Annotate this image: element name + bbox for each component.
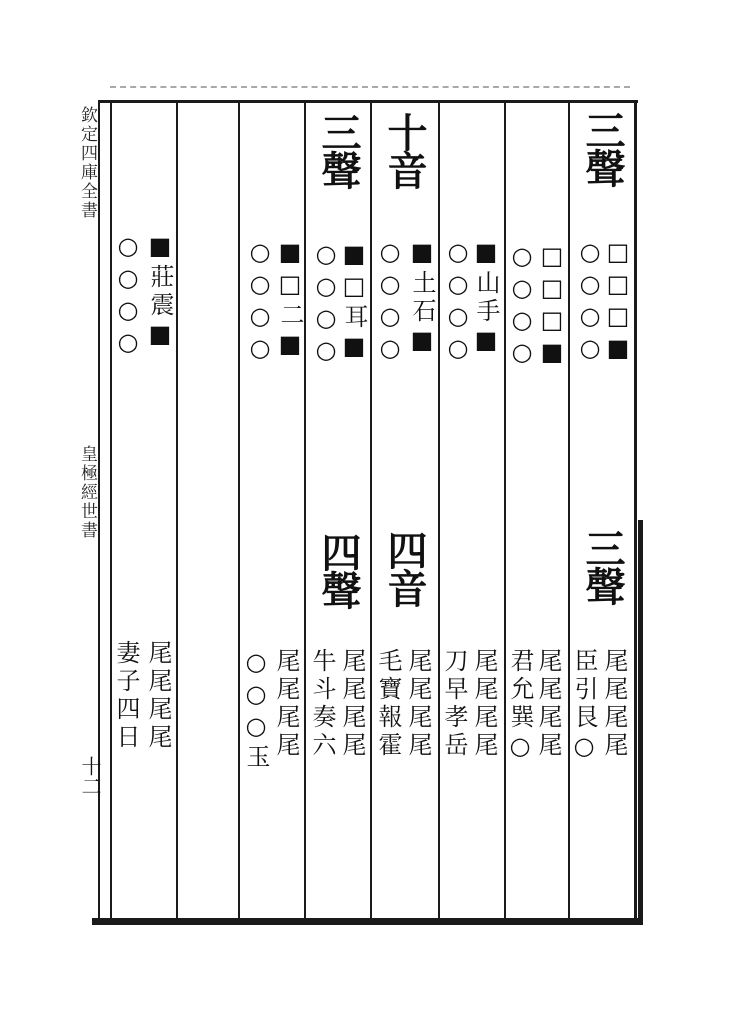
upper-heading-three-tones: 三聲: [579, 110, 626, 186]
lower-col2-characters: 君允巽○: [506, 648, 534, 764]
bottom-frame-rule: [92, 918, 640, 925]
upper-col5-circles: ○○○○: [312, 240, 340, 368]
spine-book-title: 皇極經世書: [77, 445, 97, 540]
lower-col2-tail-marks: 尾尾尾尾: [534, 648, 562, 760]
page-number: 十二: [78, 756, 102, 796]
column-divider: [504, 100, 506, 920]
lower-col3-tail-marks: 尾尾尾尾: [470, 648, 498, 760]
upper-col6-marks: ■□二■: [276, 238, 304, 362]
column-divider: [176, 100, 178, 920]
upper-col3-circles: ○○○○: [444, 238, 472, 366]
top-frame-rule: [98, 100, 638, 103]
upper-col2-circles: ○○○○: [508, 242, 536, 370]
lower-col4-characters: 毛寶報霍: [374, 648, 402, 760]
lower-col1-characters: 臣引艮○: [570, 648, 598, 764]
spine-rule-right: [110, 100, 112, 922]
lower-heading-four-tones: 四聲: [315, 532, 362, 608]
lower-col5-characters: 牛斗奏六: [308, 648, 336, 760]
lower-col3-characters: 刀早孝岳: [440, 648, 468, 760]
lower-col7-tail-marks: 尾尾尾尾: [144, 640, 172, 752]
lower-col6-characters: ○○○玉: [242, 648, 270, 772]
upper-heading-three-tones-2: 三聲: [315, 112, 362, 188]
top-border-noise: [110, 86, 630, 96]
column-divider: [438, 100, 440, 920]
upper-col4-marks: ■土石■: [408, 238, 436, 358]
right-frame-rule: [634, 100, 637, 922]
spine-rule-left: [98, 100, 100, 922]
upper-col4-circles: ○○○○: [376, 238, 404, 366]
column-divider: [568, 100, 570, 920]
lower-col1-tail-marks: 尾尾尾尾: [600, 648, 628, 760]
upper-col7-marks: ■莊震■: [146, 232, 174, 352]
upper-col2-marks: □□□■: [538, 242, 566, 370]
upper-heading-ten-sounds: 十音: [381, 112, 428, 188]
lower-col5-tail-marks: 尾尾尾尾: [338, 648, 366, 760]
upper-col1-marks: □□□■: [604, 238, 632, 366]
lower-col7-characters: 妻子四日: [112, 640, 140, 752]
column-divider: [238, 100, 240, 920]
upper-col6-circles: ○○○○: [246, 238, 274, 366]
upper-col3-marks: ■山手■: [472, 238, 500, 358]
column-divider: [304, 100, 306, 920]
spine-collection-title: 欽定四庫全書: [77, 106, 97, 220]
lower-heading-four-sounds: 四音: [381, 530, 428, 606]
column-divider: [370, 100, 372, 920]
lower-heading-three-tones: 三聲: [579, 528, 626, 604]
right-frame-shadow: [638, 520, 643, 925]
upper-col5-marks: ■□耳■: [340, 240, 368, 364]
upper-col7-circles: ○○○○: [114, 232, 142, 360]
lower-col6-tail-marks: 尾尾尾尾: [272, 648, 300, 760]
upper-col1-circles: ○○○○: [576, 238, 604, 366]
lower-col4-tail-marks: 尾尾尾尾: [404, 648, 432, 760]
